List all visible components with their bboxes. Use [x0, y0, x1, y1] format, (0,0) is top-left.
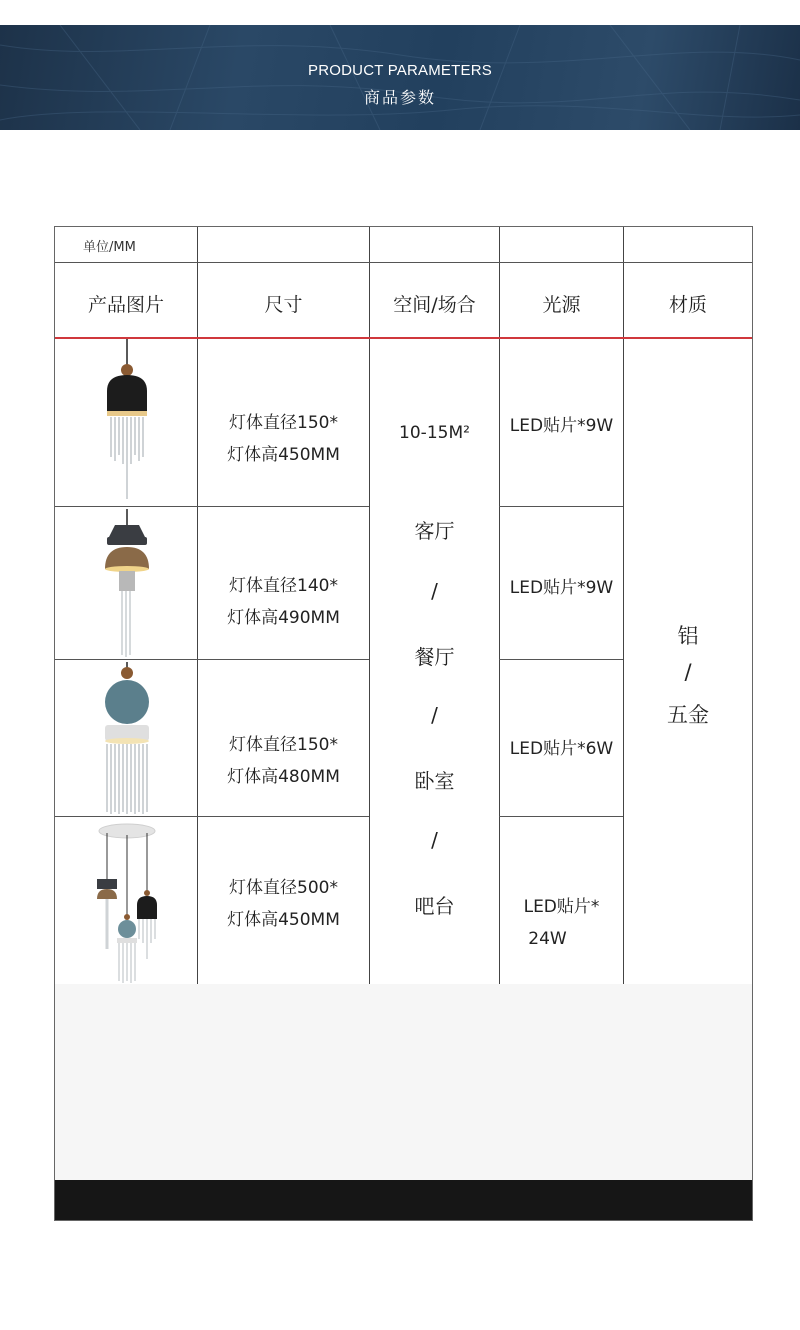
row-divider	[55, 262, 752, 263]
parameters-table	[54, 226, 753, 1221]
pendant-lamp-black-dome-icon	[95, 339, 159, 505]
row1-size	[198, 407, 369, 471]
row-divider	[499, 816, 623, 817]
space-area: 10-15M²	[399, 423, 470, 443]
header-light: 光源	[542, 294, 581, 316]
banner-title: PRODUCT PARAMETERS	[308, 62, 492, 79]
material-aluminum: 铝	[677, 624, 699, 648]
row3-size	[198, 729, 369, 793]
empty-area	[55, 984, 752, 1180]
col-divider	[499, 227, 500, 984]
row3-light: LED贴片*6W	[509, 739, 614, 759]
row1-light: LED贴片*9W	[509, 416, 614, 436]
space-bar-counter: 吧台	[414, 894, 455, 918]
row4-size	[198, 872, 369, 936]
space-dining-room: 餐厅	[414, 645, 455, 669]
pendant-lamp-blue-sphere-icon	[93, 662, 161, 818]
space-separator: /	[431, 703, 438, 727]
space-separator: /	[431, 828, 438, 852]
space-living-room: 客厅	[414, 519, 455, 543]
row4-height: 灯体高450MM	[227, 910, 340, 930]
row2-height: 灯体高490MM	[227, 608, 340, 628]
footer-bar	[55, 1180, 752, 1220]
row-divider	[55, 506, 369, 507]
unit-label: 单位/MM	[83, 240, 136, 255]
space-separator: /	[431, 579, 438, 603]
material-separator: /	[684, 660, 692, 684]
row3-diameter: 灯体直径150*	[229, 735, 338, 755]
pendant-lamp-cluster-icon	[91, 819, 163, 983]
col-divider	[369, 227, 370, 984]
row4-light	[500, 891, 623, 955]
row-divider	[55, 659, 369, 660]
header-material: 材质	[668, 294, 707, 316]
row4-light-type: LED贴片*	[523, 897, 600, 917]
pendant-lamp-dark-cap-icon	[95, 509, 159, 659]
header-banner	[0, 25, 800, 130]
header-size: 尺寸	[264, 294, 303, 316]
row1-diameter: 灯体直径150*	[229, 413, 338, 433]
row4-diameter: 灯体直径500*	[229, 878, 338, 898]
row-divider	[499, 659, 623, 660]
row3-height: 灯体高480MM	[227, 767, 340, 787]
col-divider	[623, 227, 624, 984]
row2-size	[198, 570, 369, 634]
header-space: 空间/场合	[393, 294, 476, 316]
header-underline	[55, 337, 752, 339]
row-divider	[499, 506, 623, 507]
material-hardware: 五金	[667, 703, 709, 727]
row2-diameter: 灯体直径140*	[229, 576, 338, 596]
header-image: 产品图片	[87, 294, 164, 316]
row2-light: LED贴片*9W	[509, 578, 614, 598]
space-bedroom: 卧室	[414, 769, 455, 793]
row4-light-power: 24W	[528, 929, 567, 949]
banner-subtitle: 商品参数	[363, 88, 436, 107]
row1-height: 灯体高450MM	[227, 445, 340, 465]
